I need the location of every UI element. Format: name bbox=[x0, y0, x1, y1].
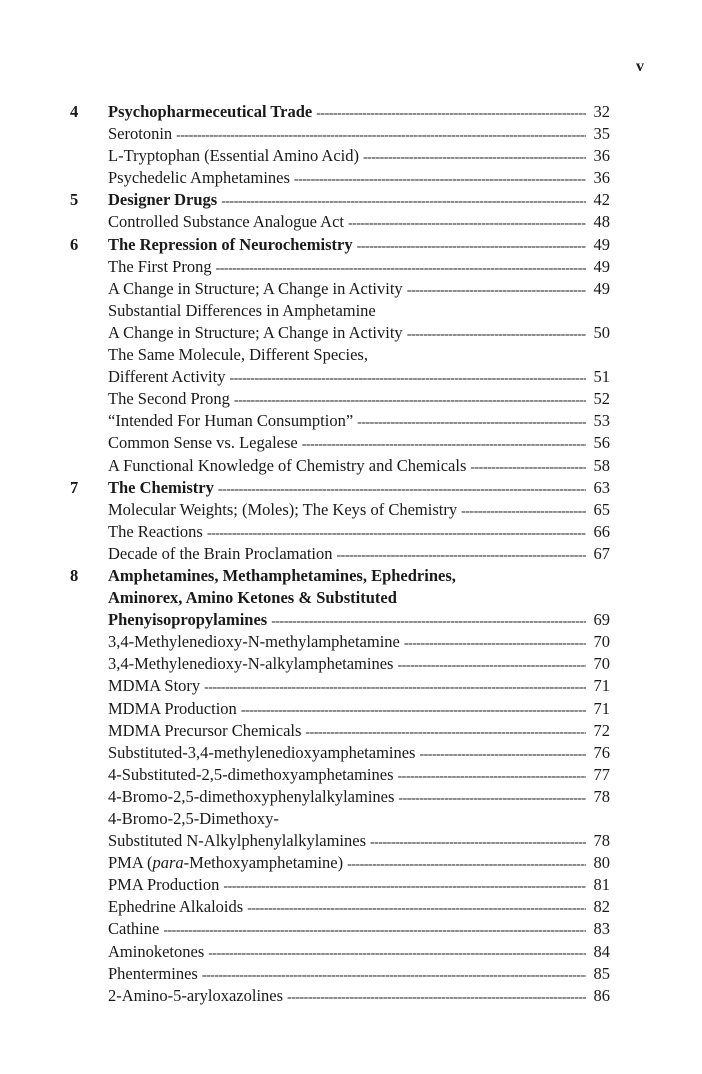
entry-page-number: 66 bbox=[593, 521, 610, 541]
entry-page-number: 36 bbox=[593, 168, 610, 188]
entry-title: Psychedelic Amphetamines bbox=[108, 168, 290, 188]
dot-leader bbox=[305, 722, 586, 744]
dot-leader bbox=[218, 479, 586, 501]
chapter-number: 6 bbox=[70, 234, 79, 254]
entry-page-number: 80 bbox=[593, 853, 610, 873]
toc-entry-row bbox=[70, 830, 610, 852]
entry-page-number: 83 bbox=[593, 919, 610, 939]
toc-chapter-row bbox=[70, 565, 610, 587]
entry-page-number: 67 bbox=[593, 543, 610, 563]
entry-page-number: 78 bbox=[593, 831, 610, 851]
toc-entry-row bbox=[70, 410, 610, 432]
dot-leader bbox=[407, 280, 586, 302]
toc-entry-row bbox=[70, 896, 610, 918]
dot-leader bbox=[398, 766, 587, 788]
entry-title: MDMA Story bbox=[108, 676, 201, 696]
entry-title: Decade of the Brain Proclamation bbox=[108, 543, 333, 563]
entry-title: The Second Prong bbox=[108, 389, 230, 409]
toc-entry-row bbox=[70, 631, 610, 653]
entry-page-number: 56 bbox=[593, 433, 610, 453]
dot-leader bbox=[208, 943, 586, 965]
entry-page-number: 78 bbox=[593, 786, 610, 806]
entry-page-number: 77 bbox=[593, 764, 610, 784]
toc-entry-row bbox=[70, 388, 610, 410]
dot-leader bbox=[348, 213, 586, 235]
entry-title: Phenyisopropylamines bbox=[108, 610, 268, 630]
entry-page-number: 72 bbox=[593, 720, 610, 740]
toc-entry-row bbox=[70, 499, 610, 521]
entry-title: 4-Substituted-2,5-dimethoxyamphetamines bbox=[108, 764, 394, 784]
dot-leader bbox=[247, 898, 586, 920]
entry-page-number: 32 bbox=[593, 102, 610, 121]
entry-title: A Change in Structure; A Change in Activity bbox=[108, 278, 403, 298]
entry-page-number: 42 bbox=[593, 190, 610, 210]
entry-title: Serotonin bbox=[108, 124, 173, 144]
entry-title: PMA Production bbox=[108, 875, 220, 895]
toc-entry-row bbox=[70, 675, 610, 697]
entry-page-number: 86 bbox=[593, 985, 610, 1005]
toc-entry-row bbox=[70, 344, 610, 366]
toc-entry-row bbox=[70, 808, 610, 830]
entry-title: Controlled Substance Analogue Act bbox=[108, 212, 345, 232]
entry-page-number: 71 bbox=[593, 698, 610, 718]
entry-title: 3,4-Methylenedioxy-N-methylamphetamine bbox=[108, 632, 400, 652]
entry-title: Common Sense vs. Legalese bbox=[108, 433, 298, 453]
entry-title: Designer Drugs bbox=[108, 190, 218, 210]
entry-page-number: 71 bbox=[593, 676, 610, 696]
entry-page-number: 49 bbox=[593, 234, 610, 254]
dot-leader bbox=[347, 854, 586, 876]
dot-leader bbox=[271, 611, 586, 633]
toc-entry-row bbox=[70, 123, 610, 145]
entry-page-number: 84 bbox=[593, 941, 610, 961]
dot-leader bbox=[221, 191, 586, 213]
dot-leader bbox=[204, 677, 586, 699]
entry-page-number: 70 bbox=[593, 632, 610, 652]
entry-page-number: 63 bbox=[593, 477, 610, 497]
entry-page-number: 70 bbox=[593, 654, 610, 674]
entry-title: A Functional Knowledge of Chemistry and Chemicals bbox=[108, 455, 467, 475]
dot-leader bbox=[202, 965, 586, 987]
entry-title: The Same Molecule, Different Species, bbox=[108, 345, 368, 365]
entry-title: The Repression of Neurochemistry bbox=[108, 234, 353, 254]
dot-leader bbox=[163, 920, 586, 942]
entry-page-number: 58 bbox=[593, 455, 610, 475]
entry-title: MDMA Production bbox=[108, 698, 237, 718]
toc-entry-row bbox=[70, 742, 610, 764]
entry-title: 3,4-Methylenedioxy-N-alkylamphetamines bbox=[108, 654, 394, 674]
toc-entry-row bbox=[70, 609, 610, 631]
page-number: v bbox=[636, 58, 644, 75]
entry-title: A Change in Structure; A Change in Activity bbox=[108, 322, 403, 342]
entry-title: Psychopharmeceutical Trade bbox=[108, 102, 313, 121]
toc-entry-row bbox=[70, 786, 610, 808]
entry-title: Phentermines bbox=[108, 963, 198, 983]
chapter-number: 5 bbox=[70, 190, 79, 210]
entry-title: The Chemistry bbox=[108, 477, 214, 497]
entry-title: Ephedrine Alkaloids bbox=[108, 897, 244, 917]
entry-page-number: 81 bbox=[593, 875, 610, 895]
toc-entry-row bbox=[70, 985, 610, 1007]
entry-page-number: 53 bbox=[593, 411, 610, 431]
entry-page-number: 82 bbox=[593, 897, 610, 917]
toc-entry-row bbox=[70, 211, 610, 233]
toc-entry-row bbox=[70, 432, 610, 454]
dot-leader bbox=[216, 258, 586, 280]
chapter-number: 4 bbox=[70, 102, 79, 121]
entry-page-number: 50 bbox=[593, 322, 610, 342]
dot-leader bbox=[176, 125, 586, 147]
toc-entry-row bbox=[70, 167, 610, 189]
toc-entry-row bbox=[70, 366, 610, 388]
entry-title: Substituted N-Alkylphenylalkylamines bbox=[108, 831, 367, 851]
entry-title: 2-Amino-5-aryloxazolines bbox=[108, 985, 284, 1005]
dot-leader bbox=[404, 633, 586, 655]
toc-entry-row bbox=[70, 941, 610, 963]
entry-title: Aminoketones bbox=[108, 941, 205, 961]
toc-entry-row bbox=[70, 543, 610, 565]
entry-title: 4-Bromo-2,5-Dimethoxy- bbox=[108, 809, 279, 828]
entry-title: Cathine bbox=[108, 919, 160, 939]
toc-entry-row bbox=[70, 918, 610, 940]
dot-leader bbox=[241, 700, 586, 722]
dot-leader bbox=[337, 545, 587, 567]
toc-entry-row bbox=[70, 587, 610, 609]
toc-entry-row bbox=[70, 764, 610, 786]
toc-chapter-row bbox=[70, 101, 610, 123]
entry-title: Substantial Differences in Amphetamine bbox=[108, 300, 376, 320]
entry-page-number: 65 bbox=[593, 499, 610, 519]
entry-title: Amphetamines, Methamphetamines, Ephedrines, bbox=[108, 565, 456, 585]
entry-title: Molecular Weights; (Moles); The Keys of Chemistry bbox=[108, 499, 458, 519]
chapter-number: 7 bbox=[70, 477, 79, 497]
entry-page-number: 35 bbox=[593, 124, 610, 144]
entry-title: The Reactions bbox=[108, 521, 203, 541]
dot-leader bbox=[398, 788, 586, 810]
toc-entry-row bbox=[70, 455, 610, 477]
dot-leader bbox=[223, 876, 586, 898]
chapter-number: 8 bbox=[70, 565, 79, 585]
table-of-contents bbox=[70, 101, 610, 1007]
toc-entry-row bbox=[70, 145, 610, 167]
dot-leader bbox=[316, 103, 586, 125]
dot-leader bbox=[287, 987, 586, 1009]
entry-page-number: 69 bbox=[593, 610, 610, 630]
toc-chapter-row bbox=[70, 477, 610, 499]
toc-chapter-row bbox=[70, 234, 610, 256]
toc-entry-row bbox=[70, 256, 610, 278]
dot-leader bbox=[357, 412, 586, 434]
entry-page-number: 52 bbox=[593, 389, 610, 409]
entry-title: Aminorex, Amino Ketones & Substituted bbox=[108, 588, 397, 608]
entry-title: L-Tryptophan (Essential Amino Acid) bbox=[108, 146, 359, 166]
toc-entry-row bbox=[70, 521, 610, 543]
dot-leader bbox=[234, 390, 586, 412]
dot-leader bbox=[370, 832, 586, 854]
dot-leader bbox=[461, 501, 586, 523]
toc-entry-row bbox=[70, 963, 610, 985]
entry-title: 4-Bromo-2,5-dimethoxyphenylalkylamines bbox=[108, 786, 395, 806]
entry-title: PMA (para-Methoxyamphetamine) bbox=[108, 853, 344, 873]
dot-leader bbox=[229, 368, 586, 390]
dot-leader bbox=[397, 655, 586, 677]
toc-entry-row bbox=[70, 720, 610, 742]
entry-page-number: 76 bbox=[593, 742, 610, 762]
dot-leader bbox=[302, 434, 586, 456]
entry-title: The First Prong bbox=[108, 256, 212, 276]
entry-page-number: 85 bbox=[593, 963, 610, 983]
dot-leader bbox=[294, 169, 586, 191]
toc-chapter-row bbox=[70, 189, 610, 211]
entry-page-number: 49 bbox=[593, 256, 610, 276]
entry-page-number: 48 bbox=[593, 212, 610, 232]
dot-leader bbox=[363, 147, 586, 169]
italic-prefix: para bbox=[152, 853, 184, 873]
dot-leader bbox=[207, 523, 586, 545]
entry-page-number: 51 bbox=[593, 367, 610, 387]
dot-leader bbox=[357, 236, 586, 258]
toc-entry-row bbox=[70, 874, 610, 896]
entry-title: “Intended For Human Consumption” bbox=[108, 411, 354, 431]
toc-entry-row bbox=[70, 698, 610, 720]
toc-entry-row bbox=[70, 300, 610, 322]
entry-title: MDMA Precursor Chemicals bbox=[108, 720, 302, 740]
toc-entry-row bbox=[70, 852, 610, 874]
dot-leader bbox=[470, 457, 586, 479]
entry-title: Substituted-3,4-methylenedioxyamphetamines bbox=[108, 742, 416, 762]
toc-entry-row bbox=[70, 653, 610, 675]
toc-entry-row bbox=[70, 278, 610, 300]
entry-page-number: 36 bbox=[593, 146, 610, 166]
dot-leader bbox=[419, 744, 586, 766]
toc-entry-row bbox=[70, 322, 610, 344]
entry-page-number: 49 bbox=[593, 278, 610, 298]
entry-title: Different Activity bbox=[108, 367, 226, 387]
dot-leader bbox=[407, 324, 586, 346]
